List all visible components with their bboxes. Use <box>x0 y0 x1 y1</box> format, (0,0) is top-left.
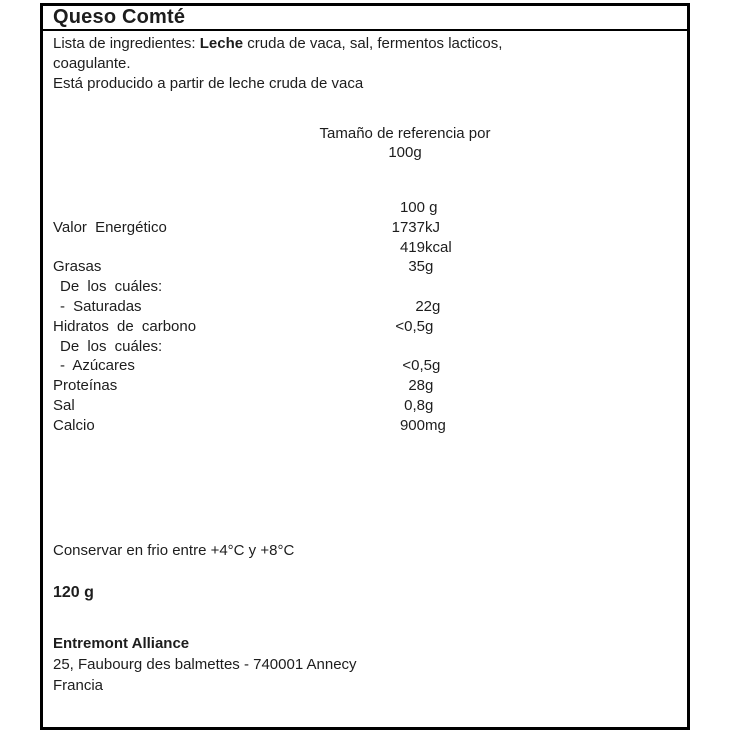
nutrient-value: 1737 <box>391 218 425 236</box>
nutrition-row <box>43 277 687 297</box>
nutrient-unit: kJ <box>425 218 440 236</box>
nutrient-value: 22 <box>415 297 432 315</box>
nutrient-label: - Azúcares <box>60 357 135 375</box>
nutrient-label: Hidratos de carbono <box>53 317 197 335</box>
nutrition-row <box>43 317 687 337</box>
nutrition-row <box>43 238 687 258</box>
manufacturer-name: Entremont Alliance <box>53 634 190 652</box>
nutrient-unit: g <box>425 199 438 216</box>
nutrition-row <box>43 356 687 376</box>
nutrition-row <box>43 416 687 436</box>
nutrient-unit: g <box>432 297 441 315</box>
nutrient-unit: g <box>425 377 434 395</box>
product-title: Queso Comté <box>43 6 687 31</box>
net-weight: 120 g <box>53 583 94 601</box>
reference-header <box>283 124 527 162</box>
nutrient-label: Valor Energético <box>53 218 167 236</box>
ingredients-line <box>53 34 663 54</box>
nutrient-label: De los cuáles: <box>60 337 163 355</box>
nutrient-value <box>310 277 432 297</box>
nutrient-value: 419 <box>399 238 425 256</box>
nutrient-label: De los cuáles: <box>60 278 163 296</box>
nutrient-value: 100 <box>399 199 425 216</box>
nutrition-table <box>43 198 687 436</box>
nutrition-row <box>43 337 687 357</box>
product-label <box>40 3 690 730</box>
reference-header-line2: 100g <box>388 144 422 161</box>
manufacturer-block <box>43 633 687 696</box>
nutrient-label <box>43 198 303 218</box>
nutrition-row <box>43 297 687 317</box>
nutrition-row <box>43 257 687 277</box>
storage-note: Conservar en frio entre +4°C y +8°C <box>53 541 295 559</box>
nutrient-value: <0,5 <box>402 357 432 375</box>
ingredients-highlight: Leche <box>199 35 244 52</box>
ingredients-suffix: cruda de vaca, sal, fermentos lacticos, <box>243 35 503 52</box>
production-note: Está producido a partir de leche cruda de vaca <box>53 75 364 92</box>
nutrition-row <box>43 218 687 238</box>
nutrient-label: Grasas <box>53 258 102 276</box>
nutrient-value <box>310 337 432 357</box>
nutrition-row <box>43 198 687 218</box>
nutrient-label: Proteínas <box>53 377 118 395</box>
nutrient-value: <0,5 <box>395 317 425 335</box>
nutrient-value: 0,8 <box>404 396 425 414</box>
nutrient-unit: g <box>425 258 434 276</box>
nutrient-unit: kcal <box>425 238 452 256</box>
ingredients-line-2: coagulante. <box>53 55 131 72</box>
nutrient-unit: g <box>432 357 441 375</box>
ingredients-block <box>43 31 687 94</box>
nutrient-label: Sal <box>53 396 75 414</box>
nutrient-label <box>43 238 303 258</box>
nutrient-label: Calcio <box>53 416 95 434</box>
nutrient-value: 28 <box>408 377 425 395</box>
nutrient-label: - Saturadas <box>60 297 142 315</box>
nutrient-value: 35 <box>408 258 425 276</box>
manufacturer-address: 25, Faubourg des balmettes - 740001 Annecy <box>53 655 357 673</box>
nutrient-value: 900 <box>399 416 425 434</box>
nutrition-row <box>43 376 687 396</box>
ingredients-prefix: Lista de ingredientes: <box>53 35 200 52</box>
nutrient-unit: mg <box>425 416 446 434</box>
nutrition-row <box>43 396 687 416</box>
manufacturer-country: Francia <box>53 676 104 694</box>
nutrient-unit: g <box>425 396 434 414</box>
nutrient-unit: g <box>425 317 434 335</box>
reference-header-line1: Tamaño de referencia por <box>319 125 491 142</box>
